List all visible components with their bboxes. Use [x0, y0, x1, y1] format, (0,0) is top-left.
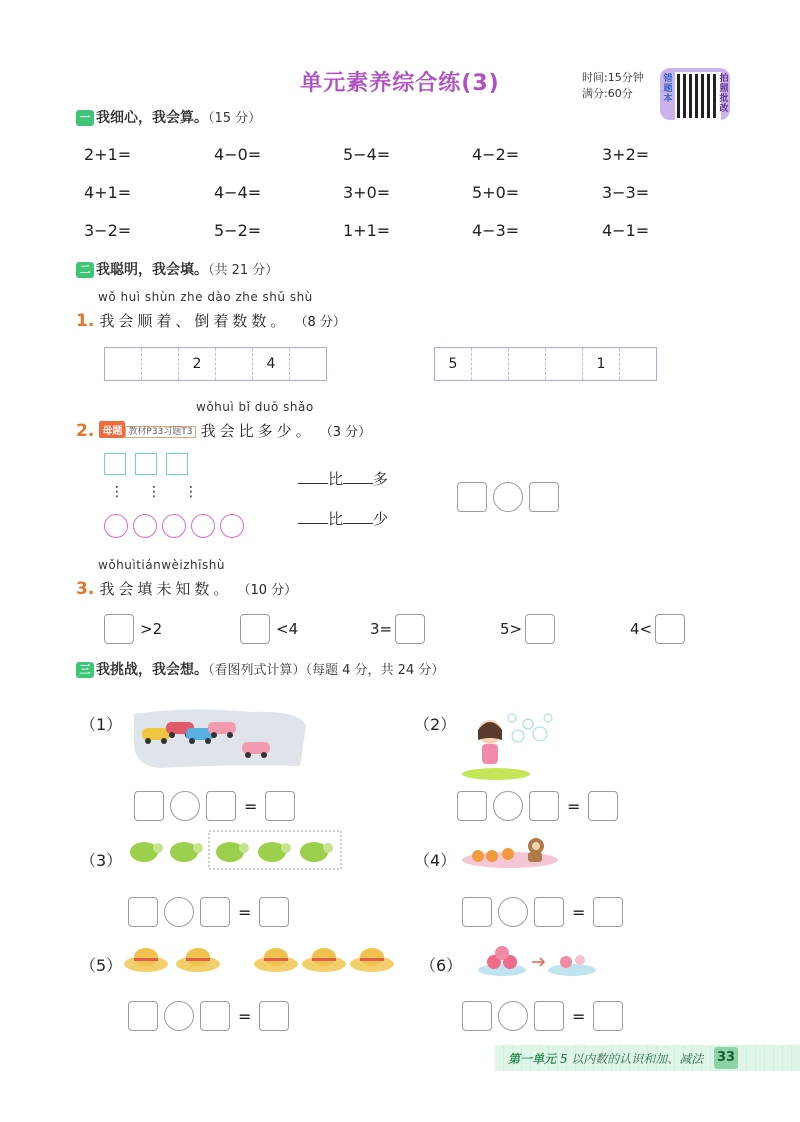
operator-circle[interactable]: [170, 791, 200, 821]
q3-number: 3.: [76, 579, 95, 599]
problem-label: （6）: [420, 956, 463, 975]
answer-box[interactable]: [240, 614, 270, 644]
operator-circle[interactable]: [498, 897, 528, 927]
answer-blank[interactable]: [343, 469, 373, 484]
problem-1-equation: [134, 791, 295, 821]
page-number: 33: [714, 1047, 738, 1069]
result-box[interactable]: [259, 1001, 289, 1031]
compare-word: 比: [328, 510, 344, 528]
answer-box[interactable]: [104, 614, 134, 644]
problem-label: （4）: [414, 851, 457, 870]
unknown-expression: >2: [140, 620, 163, 638]
full-score: 满分:60分: [582, 87, 633, 100]
equation: 3−3=: [602, 183, 650, 202]
unknown-item-1: [104, 614, 162, 644]
pink-circle: [162, 514, 186, 538]
turtle-icon: [216, 842, 249, 862]
section-3-badge: 三: [76, 662, 94, 678]
unknown-expression: 5>: [500, 620, 523, 638]
pink-circle: [104, 514, 128, 538]
equation: 4−1=: [602, 221, 650, 240]
cyan-square: [135, 453, 157, 475]
q2-pinyin: wǒhuì bǐ duō shǎo: [196, 400, 314, 414]
equation: 1+1=: [343, 221, 391, 240]
result-box[interactable]: [593, 1001, 623, 1031]
operator-circle[interactable]: [493, 482, 523, 512]
page-title: 单元素养综合练(3): [300, 71, 500, 96]
q1-number: 1.: [76, 311, 95, 331]
answer-box[interactable]: [134, 791, 164, 821]
section-2-header: [76, 260, 278, 280]
answer-blank[interactable]: [298, 509, 328, 524]
section-1-header: [76, 108, 261, 128]
q3-heading: [76, 578, 297, 599]
unknown-expression: <4: [276, 620, 299, 638]
q1-note: （8 分）: [294, 315, 346, 330]
operator-circle[interactable]: [164, 897, 194, 927]
problem-label: （2）: [414, 715, 457, 734]
cyan-square: [166, 453, 188, 475]
pink-circle: [191, 514, 215, 538]
dotted-connectors: [110, 484, 198, 500]
vertical-dots: ⋮: [110, 484, 124, 500]
q1-text: 我会顺着、倒着数数。: [99, 312, 290, 330]
unknown-item-4: [500, 614, 555, 644]
equals-sign: =: [244, 796, 258, 816]
equation: 4−2=: [472, 145, 520, 164]
answer-box[interactable]: [128, 1001, 158, 1031]
equation: 3−2=: [84, 221, 132, 240]
unknown-item-3: [370, 614, 425, 644]
equation: 3+0=: [343, 183, 391, 202]
q1-heading: [76, 310, 346, 331]
mother-question-tag: 母题: [99, 421, 125, 438]
operator-circle[interactable]: [493, 791, 523, 821]
footer-text: [508, 1050, 703, 1067]
turtle-icon: [300, 842, 333, 862]
sequence-cell[interactable]: [509, 348, 546, 380]
problem-2-equation: [457, 791, 618, 821]
sequence-cell: 2: [179, 348, 216, 380]
equals-sign: =: [572, 1006, 586, 1026]
answer-box[interactable]: [128, 897, 158, 927]
monkey-oranges-picture: [460, 832, 560, 870]
equals-sign: =: [238, 902, 252, 922]
turtle-icon: [130, 842, 163, 862]
qr-label-right: 拍照批改: [719, 74, 729, 114]
answer-box[interactable]: [529, 791, 559, 821]
section-1-title: 我细心，我会算。: [96, 110, 208, 126]
equals-sign: =: [238, 1006, 252, 1026]
cyan-square-row: [104, 453, 188, 475]
unknown-expression: 4<: [630, 620, 653, 638]
section-2-title: 我聪明，我会填。: [96, 262, 208, 278]
equation: 5−2=: [214, 221, 262, 240]
qr-label-left: 错题本: [663, 74, 673, 104]
compare-word: 比: [328, 470, 344, 488]
footer-unit: 第一单元: [508, 1052, 557, 1066]
sequence-cell: 4: [253, 348, 290, 380]
result-box[interactable]: [265, 791, 295, 821]
answer-box[interactable]: [529, 482, 559, 512]
straw-hats-picture: [122, 940, 398, 976]
sequence-cell: 1: [583, 348, 620, 380]
vertical-dots: ⋮: [147, 484, 161, 500]
equation: 4−4=: [214, 183, 262, 202]
answer-box[interactable]: [462, 1001, 492, 1031]
answer-box[interactable]: [200, 1001, 230, 1031]
q3-pinyin: wǒhuìtiánwèizhīshù: [98, 558, 225, 572]
qr-code-icon: [675, 72, 721, 120]
result-box[interactable]: [588, 791, 618, 821]
girl-bubbles-picture: [456, 706, 566, 782]
hat-icon: [124, 948, 168, 972]
compare-word: 多: [373, 470, 389, 488]
answer-box[interactable]: [534, 897, 564, 927]
section-2-badge: 二: [76, 262, 94, 278]
equation: 4+1=: [84, 183, 132, 202]
equation: 4−3=: [472, 221, 520, 240]
q2-answer-boxes: [457, 482, 559, 512]
vertical-dots: ⋮: [184, 484, 198, 500]
q1-pinyin: wǒ huì shùn zhe dào zhe shǔ shù: [98, 290, 313, 304]
hat-icon: [350, 948, 394, 972]
operator-circle[interactable]: [164, 1001, 194, 1031]
compare-line-1: [298, 468, 388, 489]
turtle-icon: [170, 842, 203, 862]
section-1-note: （15 分）: [208, 111, 262, 126]
answer-box[interactable]: [395, 614, 425, 644]
section-2-note: （共 21 分）: [208, 263, 279, 278]
q2-note: （3 分）: [319, 425, 372, 440]
section-3-title: 我挑战，我会想。: [96, 662, 208, 678]
sequence-cell[interactable]: [290, 348, 326, 380]
sequence-cell[interactable]: [105, 348, 142, 380]
answer-box[interactable]: [206, 791, 236, 821]
sequence-cell: 5: [435, 348, 472, 380]
answer-box[interactable]: [525, 614, 555, 644]
q2-heading: [76, 420, 371, 441]
sequence-cell[interactable]: [142, 348, 179, 380]
equation: 5−4=: [343, 145, 391, 164]
problem-label: （1）: [80, 715, 123, 734]
pink-circle: [133, 514, 157, 538]
cyan-square: [104, 453, 126, 475]
equation: 3+2=: [602, 145, 650, 164]
peaches-picture: [476, 940, 600, 980]
operator-circle[interactable]: [498, 1001, 528, 1031]
turtles-picture: [124, 830, 344, 870]
sequence-cell[interactable]: [620, 348, 656, 380]
footer-topic: 5 以内数的认识和加、减法: [559, 1052, 704, 1066]
equals-sign: =: [567, 796, 581, 816]
section-3-header: [76, 660, 444, 680]
result-box[interactable]: [259, 897, 289, 927]
equation: 4−0=: [214, 145, 262, 164]
hat-icon: [302, 948, 346, 972]
sequence-cell[interactable]: [216, 348, 253, 380]
answer-box[interactable]: [534, 1001, 564, 1031]
q3-note: （10 分）: [237, 583, 298, 598]
problem-label: （3）: [80, 851, 123, 870]
sequence-cell[interactable]: [546, 348, 583, 380]
equation: 5+0=: [472, 183, 520, 202]
answer-blank[interactable]: [298, 469, 328, 484]
answer-box[interactable]: [457, 482, 487, 512]
answer-box[interactable]: [200, 897, 230, 927]
problem-6-equation: [462, 1001, 623, 1031]
pink-circle-row: [104, 514, 244, 538]
q3-text: 我会填未知数。: [99, 580, 233, 598]
problem-3-equation: [128, 897, 289, 927]
compare-line-2: [298, 508, 388, 529]
count-sequence-b: [434, 347, 657, 381]
q2-text: 我会比多少。: [200, 422, 315, 440]
unknown-item-2: [240, 614, 298, 644]
unknown-expression: 3=: [370, 620, 393, 638]
compare-word: 少: [373, 510, 389, 528]
equals-sign: =: [572, 902, 586, 922]
equation: 2+1=: [84, 145, 132, 164]
answer-box[interactable]: [462, 897, 492, 927]
pink-circle: [220, 514, 244, 538]
answer-box[interactable]: [457, 791, 487, 821]
problem-4-equation: [462, 897, 623, 927]
section-3-note: （看图列式计算）（每题 4 分，共 24 分）: [208, 663, 445, 678]
answer-blank[interactable]: [343, 509, 373, 524]
time-limit: 时间:15分钟: [582, 71, 644, 84]
q2-number: 2.: [76, 421, 95, 441]
hat-icon: [176, 948, 220, 972]
problem-5-equation: [128, 1001, 289, 1031]
turtle-icon: [258, 842, 291, 862]
textbook-reference: 教材P33习题T3: [125, 426, 195, 438]
section-1-badge: 一: [76, 110, 94, 126]
hat-icon: [254, 948, 298, 972]
qr-code-badge[interactable]: [660, 68, 730, 120]
count-sequence-a: [104, 347, 327, 381]
problem-label: （5）: [80, 956, 123, 975]
sequence-cell[interactable]: [472, 348, 509, 380]
unknown-item-5: [630, 614, 685, 644]
answer-box[interactable]: [655, 614, 685, 644]
cars-picture: [130, 706, 308, 770]
time-score-info: [582, 70, 644, 102]
result-box[interactable]: [593, 897, 623, 927]
